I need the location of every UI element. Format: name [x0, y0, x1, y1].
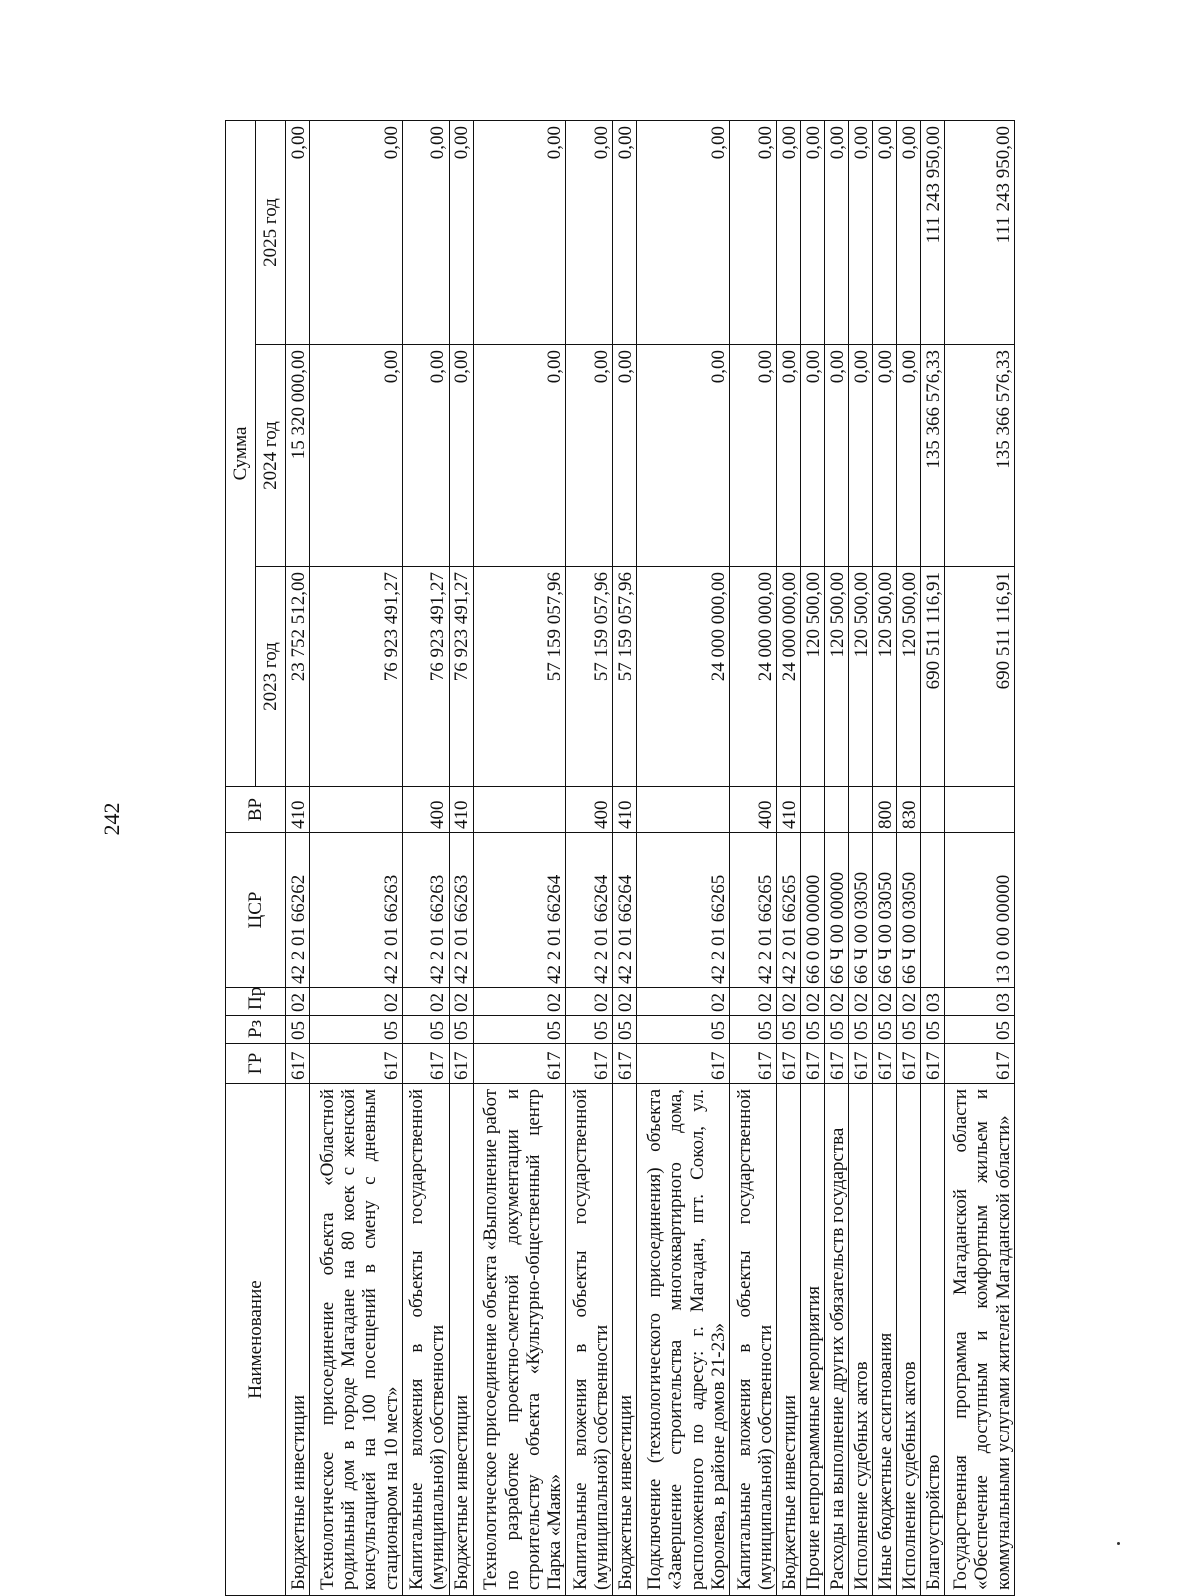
csr-cell: 66 Ч 00 00000 [825, 833, 849, 988]
sum-2025-cell: 0,00 [873, 120, 897, 344]
sum-2025-cell: 0,00 [310, 120, 403, 344]
sum-2025-cell: 0,00 [777, 120, 801, 344]
sum-2023-cell: 76 923 491,27 [402, 567, 449, 787]
table-row [777, 120, 801, 1595]
rz-cell: 05 [473, 1016, 566, 1044]
rz-cell: 05 [777, 1016, 801, 1044]
vr-cell: 400 [730, 787, 777, 833]
csr-cell: 66 Ч 00 03050 [849, 833, 873, 988]
table-row [825, 120, 849, 1595]
sum-2025-cell: 0,00 [730, 120, 777, 344]
gr-cell: 617 [897, 1044, 921, 1084]
pr-cell: 03 [945, 988, 1015, 1016]
csr-cell [921, 833, 945, 988]
vr-cell [310, 787, 403, 833]
pr-cell: 02 [637, 988, 730, 1016]
vr-cell: 410 [777, 787, 801, 833]
pr-cell: 02 [402, 988, 449, 1016]
rz-cell: 05 [286, 1016, 310, 1044]
gr-cell: 617 [801, 1044, 825, 1084]
pr-cell: 02 [449, 988, 473, 1016]
vr-cell: 800 [873, 787, 897, 833]
name-cell: Технологическое присоединение объекта «Выполнение работ по разработке проектно-сметной документации и строительству объекта «Культурно-общественный центр Парка «Маяк» [473, 1084, 566, 1596]
rz-cell: 05 [849, 1016, 873, 1044]
sum-2023-cell: 24 000 000,00 [730, 567, 777, 787]
sum-2024-cell: 15 320 000,00 [286, 345, 310, 567]
csr-cell: 66 Ч 00 03050 [873, 833, 897, 988]
gr-cell: 617 [473, 1044, 566, 1084]
table-row [873, 120, 897, 1595]
name-cell: Технологическое присоединение объекта «Областной родильный дом в городе Магадане на 80 коек с женской консультацией на 100 посещений в смену с дневным стационаром на 10 мест» [310, 1084, 403, 1596]
name-cell: Капитальные вложения в объекты государственной (муниципальной) собственности [730, 1084, 777, 1596]
sum-2024-cell: 0,00 [637, 345, 730, 567]
sum-2025-cell: 0,00 [849, 120, 873, 344]
vr-cell: 410 [286, 787, 310, 833]
pr-cell: 02 [473, 988, 566, 1016]
sum-2023-cell: 120 500,00 [873, 567, 897, 787]
header-2024: 2024 год [256, 345, 286, 567]
name-cell: Капитальные вложения в объекты государственной (муниципальной) собственности [566, 1084, 613, 1596]
table-row [613, 120, 637, 1595]
csr-cell: 42 2 01 66263 [310, 833, 403, 988]
vr-cell [825, 787, 849, 833]
pr-cell: 02 [613, 988, 637, 1016]
rz-cell: 05 [637, 1016, 730, 1044]
csr-cell: 66 0 00 00000 [801, 833, 825, 988]
table-row [402, 120, 449, 1595]
rz-cell: 05 [449, 1016, 473, 1044]
rz-cell: 05 [310, 1016, 403, 1044]
sum-2023-cell: 24 000 000,00 [637, 567, 730, 787]
gr-cell: 617 [449, 1044, 473, 1084]
csr-cell: 42 2 01 66264 [613, 833, 637, 988]
vr-cell: 400 [566, 787, 613, 833]
rz-cell: 05 [897, 1016, 921, 1044]
gr-cell: 617 [945, 1044, 1015, 1084]
sum-2024-cell: 0,00 [566, 345, 613, 567]
vr-cell [921, 787, 945, 833]
table-row [849, 120, 873, 1595]
rz-cell: 05 [566, 1016, 613, 1044]
rz-cell: 05 [921, 1016, 945, 1044]
name-cell: Капитальные вложения в объекты государственной (муниципальной) собственности [402, 1084, 449, 1596]
gr-cell: 617 [637, 1044, 730, 1084]
table-row [945, 120, 1015, 1595]
csr-cell: 42 2 01 66264 [473, 833, 566, 988]
table-row [897, 120, 921, 1595]
sum-2024-cell: 135 366 576,33 [921, 345, 945, 567]
pr-cell: 02 [310, 988, 403, 1016]
name-cell: Бюджетные инвестиции [613, 1084, 637, 1596]
name-cell: Бюджетные инвестиции [286, 1084, 310, 1596]
gr-cell: 617 [873, 1044, 897, 1084]
sum-2025-cell: 111 243 950,00 [945, 120, 1015, 344]
pr-cell: 02 [801, 988, 825, 1016]
name-cell: Иные бюджетные ассигнования [873, 1084, 897, 1596]
name-cell: Исполнение судебных актов [849, 1084, 873, 1596]
header-row-1 [226, 120, 256, 1595]
csr-cell: 42 2 01 66265 [637, 833, 730, 988]
csr-cell: 13 0 00 00000 [945, 833, 1015, 988]
name-cell: Исполнение судебных актов [897, 1084, 921, 1596]
table-row [286, 120, 310, 1595]
gr-cell: 617 [310, 1044, 403, 1084]
sum-2023-cell: 690 511 116,91 [921, 567, 945, 787]
sum-2024-cell: 135 366 576,33 [945, 345, 1015, 567]
header-sum: Сумма [226, 120, 256, 786]
header-2025: 2025 год [256, 120, 286, 344]
pr-cell: 02 [730, 988, 777, 1016]
csr-cell: 42 2 01 66265 [730, 833, 777, 988]
gr-cell: 617 [402, 1044, 449, 1084]
pr-cell: 02 [777, 988, 801, 1016]
table-row [921, 120, 945, 1595]
name-cell: Государственная программа Магаданской области «Обеспечение доступным и комфортным жильем и коммунальными услугами жителей Магаданской области» [945, 1084, 1015, 1596]
sum-2025-cell: 0,00 [449, 120, 473, 344]
csr-cell: 42 2 01 66263 [449, 833, 473, 988]
table-row [473, 120, 566, 1595]
sum-2023-cell: 120 500,00 [897, 567, 921, 787]
budget-table-container [225, 121, 1015, 1596]
header-pr: Пр [226, 988, 286, 1016]
sum-2025-cell: 0,00 [613, 120, 637, 344]
sum-2023-cell: 57 159 057,96 [566, 567, 613, 787]
pr-cell: 03 [921, 988, 945, 1016]
sum-2024-cell: 0,00 [777, 345, 801, 567]
sum-2023-cell: 57 159 057,96 [613, 567, 637, 787]
rz-cell: 05 [873, 1016, 897, 1044]
sum-2024-cell: 0,00 [849, 345, 873, 567]
sum-2024-cell: 0,00 [825, 345, 849, 567]
sum-2024-cell: 0,00 [897, 345, 921, 567]
table-body [286, 120, 1015, 1595]
name-cell: Бюджетные инвестиции [777, 1084, 801, 1596]
csr-cell: 42 2 01 66264 [566, 833, 613, 988]
sum-2023-cell: 23 752 512,00 [286, 567, 310, 787]
header-csr: ЦСР [226, 833, 286, 988]
header-name: Наименование [226, 1084, 286, 1596]
table-row [637, 120, 730, 1595]
rz-cell: 05 [825, 1016, 849, 1044]
name-cell: Благоустройство [921, 1084, 945, 1596]
csr-cell: 42 2 01 66262 [286, 833, 310, 988]
sum-2023-cell: 76 923 491,27 [449, 567, 473, 787]
sum-2024-cell: 0,00 [801, 345, 825, 567]
gr-cell: 617 [849, 1044, 873, 1084]
table-row [449, 120, 473, 1595]
sum-2023-cell: 120 500,00 [825, 567, 849, 787]
sum-2023-cell: 76 923 491,27 [310, 567, 403, 787]
header-vr: ВР [226, 787, 286, 833]
sum-2023-cell: 57 159 057,96 [473, 567, 566, 787]
sum-2025-cell: 0,00 [566, 120, 613, 344]
csr-cell: 42 2 01 66263 [402, 833, 449, 988]
rz-cell: 05 [402, 1016, 449, 1044]
vr-cell: 410 [449, 787, 473, 833]
sum-2025-cell: 0,00 [473, 120, 566, 344]
gr-cell: 617 [566, 1044, 613, 1084]
header-rz: Рз [226, 1016, 286, 1044]
table-row [310, 120, 403, 1595]
gr-cell: 617 [286, 1044, 310, 1084]
sum-2024-cell: 0,00 [310, 345, 403, 567]
rz-cell: 05 [801, 1016, 825, 1044]
vr-cell [849, 787, 873, 833]
sum-2024-cell: 0,00 [402, 345, 449, 567]
header-2023: 2023 год [256, 567, 286, 787]
pr-cell: 02 [566, 988, 613, 1016]
sum-2025-cell: 111 243 950,00 [921, 120, 945, 344]
vr-cell: 400 [402, 787, 449, 833]
rz-cell: 05 [613, 1016, 637, 1044]
csr-cell: 66 Ч 00 03050 [897, 833, 921, 988]
pr-cell: 02 [286, 988, 310, 1016]
name-cell: Подключение (технологического присоединения) объекта «Завершение строительства многоквартирного дома, расположенного по адресу: г. Магадан, пгт. Сокол, ул. Королева, в районе домов 21-23» [637, 1084, 730, 1596]
sum-2024-cell: 0,00 [473, 345, 566, 567]
sum-2025-cell: 0,00 [801, 120, 825, 344]
budget-table [225, 120, 1015, 1596]
vr-cell [473, 787, 566, 833]
vr-cell: 830 [897, 787, 921, 833]
page-number: 242 [99, 802, 124, 836]
name-cell: Бюджетные инвестиции [449, 1084, 473, 1596]
gr-cell: 617 [730, 1044, 777, 1084]
sum-2025-cell: 0,00 [897, 120, 921, 344]
table-row [801, 120, 825, 1595]
sum-2024-cell: 0,00 [873, 345, 897, 567]
sum-2025-cell: 0,00 [825, 120, 849, 344]
gr-cell: 617 [825, 1044, 849, 1084]
pr-cell: 02 [849, 988, 873, 1016]
sum-2025-cell: 0,00 [637, 120, 730, 344]
pr-cell: 02 [825, 988, 849, 1016]
sum-2024-cell: 0,00 [613, 345, 637, 567]
pr-cell: 02 [873, 988, 897, 1016]
pr-cell: 02 [897, 988, 921, 1016]
table-row [566, 120, 613, 1595]
rz-cell: 05 [945, 1016, 1015, 1044]
vr-cell [945, 787, 1015, 833]
sum-2023-cell: 24 000 000,00 [777, 567, 801, 787]
sum-2023-cell: 120 500,00 [801, 567, 825, 787]
name-cell: Расходы на выполнение других обязательств государства [825, 1084, 849, 1596]
sum-2025-cell: 0,00 [286, 120, 310, 344]
header-gr: ГР [226, 1044, 286, 1084]
name-cell: Прочие непрограммные мероприятия [801, 1084, 825, 1596]
vr-cell [801, 787, 825, 833]
csr-cell: 42 2 01 66265 [777, 833, 801, 988]
sum-2024-cell: 0,00 [730, 345, 777, 567]
vr-cell [637, 787, 730, 833]
scan-speck [1117, 1542, 1120, 1545]
sum-2024-cell: 0,00 [449, 345, 473, 567]
sum-2023-cell: 120 500,00 [849, 567, 873, 787]
sum-2025-cell: 0,00 [402, 120, 449, 344]
rz-cell: 05 [730, 1016, 777, 1044]
gr-cell: 617 [777, 1044, 801, 1084]
table-row [730, 120, 777, 1595]
sum-2023-cell: 690 511 116,91 [945, 567, 1015, 787]
gr-cell: 617 [613, 1044, 637, 1084]
gr-cell: 617 [921, 1044, 945, 1084]
vr-cell: 410 [613, 787, 637, 833]
